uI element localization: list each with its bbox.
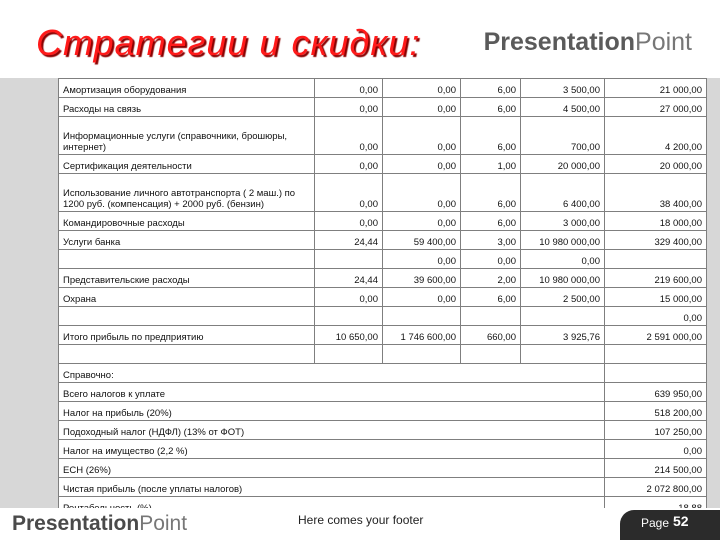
- value-cell: 0,00: [315, 117, 383, 155]
- value-cell: 0,00: [315, 174, 383, 212]
- logo-bold-text: Presentation: [12, 512, 140, 535]
- value-cell: 3 000,00: [521, 212, 605, 231]
- value-cell: 0,00: [383, 155, 461, 174]
- page-number-box: [620, 510, 720, 540]
- value-cell: 0,00: [521, 250, 605, 269]
- summary-label-cell: ЕСН (26%): [59, 459, 605, 478]
- value-cell: 6,00: [461, 98, 521, 117]
- value-cell: 0,00: [383, 98, 461, 117]
- table-row: [59, 250, 707, 269]
- value-cell: 4 500,00: [521, 98, 605, 117]
- value-cell: [383, 307, 461, 326]
- value-cell: 3 925,76: [521, 326, 605, 345]
- value-cell: 2,00: [461, 269, 521, 288]
- value-cell: 20 000,00: [521, 155, 605, 174]
- value-cell: 20 000,00: [605, 155, 707, 174]
- value-cell: 10 980 000,00: [521, 231, 605, 250]
- value-cell: 0,00: [605, 307, 707, 326]
- table-row: [59, 155, 707, 174]
- value-cell: 21 000,00: [605, 79, 707, 98]
- value-cell: [605, 250, 707, 269]
- summary-value-cell: 639 950,00: [605, 383, 707, 402]
- summary-label-cell: Всего налогов к уплате: [59, 383, 605, 402]
- table-row: [59, 117, 707, 155]
- table-row: [59, 212, 707, 231]
- value-cell: 3 500,00: [521, 79, 605, 98]
- value-cell: 6,00: [461, 174, 521, 212]
- value-cell: 1 746 600,00: [383, 326, 461, 345]
- summary-label-cell: Налог на имущество (2,2 %): [59, 440, 605, 459]
- value-cell: 59 400,00: [383, 231, 461, 250]
- value-cell: 38 400,00: [605, 174, 707, 212]
- row-label-cell: Использование личного автотранспорта ( 2 маш.) по 1200 руб. (компенсация) + 2000 руб. (бензин): [59, 174, 315, 212]
- logo-bold-text: Presentation: [483, 28, 636, 56]
- slide-header: [0, 0, 720, 78]
- value-cell: 10 650,00: [315, 326, 383, 345]
- value-cell: 2 500,00: [521, 288, 605, 307]
- value-cell: 0,00: [383, 250, 461, 269]
- value-cell: 0,00: [383, 117, 461, 155]
- value-cell: 219 600,00: [605, 269, 707, 288]
- value-cell: [521, 307, 605, 326]
- value-cell: 10 980 000,00: [521, 269, 605, 288]
- row-label-cell: Расходы на связь: [59, 98, 315, 117]
- row-label-cell: [59, 345, 315, 364]
- value-cell: 0,00: [383, 174, 461, 212]
- row-label-cell: Представительские расходы: [59, 269, 315, 288]
- summary-label-cell: Справочно:: [59, 364, 605, 383]
- row-label-cell: Амортизация оборудования: [59, 79, 315, 98]
- value-cell: 0,00: [383, 79, 461, 98]
- row-label-cell: Охрана: [59, 288, 315, 307]
- table-row: [59, 269, 707, 288]
- summary-row: [59, 402, 707, 421]
- summary-row: [59, 459, 707, 478]
- summary-label-cell: Подоходный налог (НДФЛ) (13% от ФОТ): [59, 421, 605, 440]
- row-label-cell: [59, 250, 315, 269]
- summary-value-cell: 0,00: [605, 440, 707, 459]
- value-cell: [461, 345, 521, 364]
- summary-row: [59, 364, 707, 383]
- table-row: [59, 174, 707, 212]
- value-cell: 24,44: [315, 269, 383, 288]
- value-cell: [315, 250, 383, 269]
- summary-value-cell: 2 072 800,00: [605, 478, 707, 497]
- value-cell: 39 600,00: [383, 269, 461, 288]
- value-cell: [383, 345, 461, 364]
- table-row: [59, 98, 707, 117]
- logo-light-text: Point: [139, 512, 188, 535]
- value-cell: 6,00: [461, 288, 521, 307]
- table-row: [59, 345, 707, 364]
- summary-row: [59, 421, 707, 440]
- summary-value-cell: [605, 364, 707, 383]
- budget-table: [58, 78, 707, 516]
- value-cell: 0,00: [315, 79, 383, 98]
- presentationpoint-logo-top: [484, 28, 692, 57]
- row-label-cell: [59, 307, 315, 326]
- value-cell: 0,00: [383, 212, 461, 231]
- value-cell: 27 000,00: [605, 98, 707, 117]
- value-cell: [315, 345, 383, 364]
- value-cell: 24,44: [315, 231, 383, 250]
- row-label-cell: Сертификация деятельности: [59, 155, 315, 174]
- presentationpoint-logo-bottom: [12, 512, 187, 536]
- footer-text: Here comes your footer: [298, 513, 424, 527]
- table-row: [59, 326, 707, 345]
- value-cell: 1,00: [461, 155, 521, 174]
- table-row: [59, 307, 707, 326]
- value-cell: 0,00: [315, 212, 383, 231]
- value-cell: 0,00: [383, 288, 461, 307]
- value-cell: 6,00: [461, 117, 521, 155]
- value-cell: 15 000,00: [605, 288, 707, 307]
- page-number: 52: [673, 513, 689, 529]
- value-cell: [315, 307, 383, 326]
- value-cell: 18 000,00: [605, 212, 707, 231]
- value-cell: 0,00: [315, 288, 383, 307]
- value-cell: 2 591 000,00: [605, 326, 707, 345]
- value-cell: 6,00: [461, 212, 521, 231]
- summary-value-cell: 214 500,00: [605, 459, 707, 478]
- value-cell: 0,00: [461, 250, 521, 269]
- row-label-cell: Итого прибыль по предприятию: [59, 326, 315, 345]
- value-cell: 0,00: [315, 155, 383, 174]
- summary-row: [59, 440, 707, 459]
- summary-value-cell: 518 200,00: [605, 402, 707, 421]
- value-cell: 4 200,00: [605, 117, 707, 155]
- summary-label-cell: Налог на прибыль (20%): [59, 402, 605, 421]
- summary-row: [59, 478, 707, 497]
- page-label: Page: [641, 516, 670, 530]
- row-label-cell: Командировочные расходы: [59, 212, 315, 231]
- value-cell: 6 400,00: [521, 174, 605, 212]
- table-row: [59, 79, 707, 98]
- value-cell: [461, 307, 521, 326]
- summary-label-cell: Чистая прибыль (после уплаты налогов): [59, 478, 605, 497]
- value-cell: 329 400,00: [605, 231, 707, 250]
- value-cell: 3,00: [461, 231, 521, 250]
- row-label-cell: Услуги банка: [59, 231, 315, 250]
- slide-title: Стратегии и скидки:: [36, 22, 421, 63]
- value-cell: [521, 345, 605, 364]
- summary-row: [59, 383, 707, 402]
- table-row: [59, 288, 707, 307]
- row-label-cell: Информационные услуги (справочники, брошюры, интернет): [59, 117, 315, 155]
- table-area: [0, 78, 720, 508]
- value-cell: 660,00: [461, 326, 521, 345]
- table-row: [59, 231, 707, 250]
- value-cell: 0,00: [315, 98, 383, 117]
- value-cell: [605, 345, 707, 364]
- table-body: [59, 79, 707, 516]
- logo-light-text: Point: [635, 28, 692, 56]
- summary-value-cell: 107 250,00: [605, 421, 707, 440]
- value-cell: 6,00: [461, 79, 521, 98]
- value-cell: 700,00: [521, 117, 605, 155]
